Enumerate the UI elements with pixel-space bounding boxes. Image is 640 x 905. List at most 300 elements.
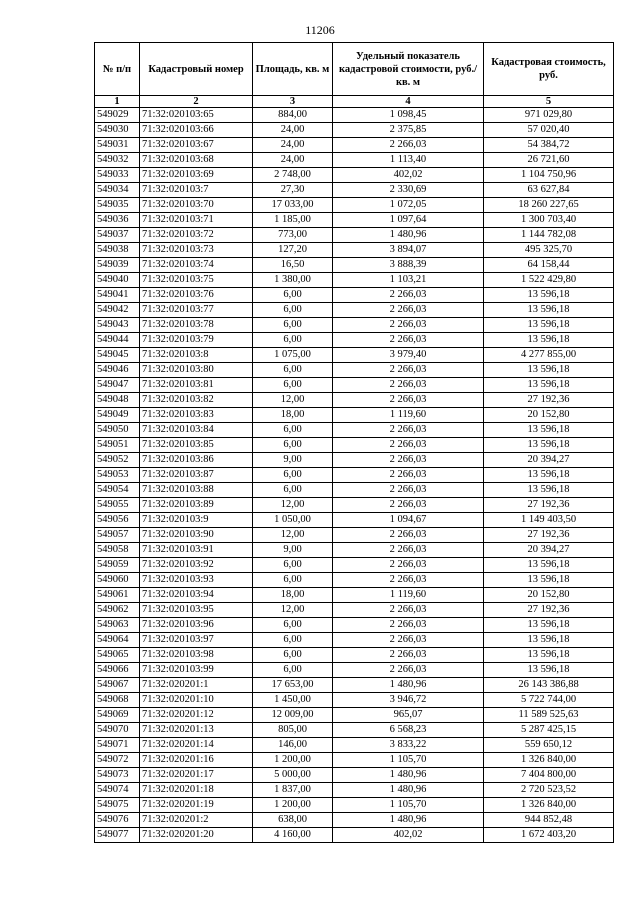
cell-cadastral-value: 13 596,18 <box>484 663 614 678</box>
cell-row-number: 549044 <box>95 333 140 348</box>
cell-cadastral-value: 57 020,40 <box>484 123 614 138</box>
cell-specific-value: 2 266,03 <box>333 303 484 318</box>
cell-row-number: 549050 <box>95 423 140 438</box>
cell-cadastral-number: 71:32:020201:14 <box>140 738 253 753</box>
cell-row-number: 549043 <box>95 318 140 333</box>
cell-cadastral-number: 71:32:020103:81 <box>140 378 253 393</box>
cell-cadastral-number: 71:32:020103:97 <box>140 633 253 648</box>
table-row <box>95 453 614 468</box>
page-number: 11206 <box>305 23 335 37</box>
cell-area: 1 200,00 <box>253 753 333 768</box>
cell-row-number: 549069 <box>95 708 140 723</box>
cell-area: 6,00 <box>253 468 333 483</box>
table-row <box>95 183 614 198</box>
table-row <box>95 798 614 813</box>
cell-area: 6,00 <box>253 483 333 498</box>
cell-cadastral-value: 63 627,84 <box>484 183 614 198</box>
cell-row-number: 549076 <box>95 813 140 828</box>
table-row <box>95 693 614 708</box>
cell-cadastral-value: 1 300 703,40 <box>484 213 614 228</box>
cell-cadastral-number: 71:32:020103:99 <box>140 663 253 678</box>
cell-cadastral-number: 71:32:020103:94 <box>140 588 253 603</box>
cell-specific-value: 1 480,96 <box>333 768 484 783</box>
table-row <box>95 528 614 543</box>
cell-area: 18,00 <box>253 588 333 603</box>
cell-row-number: 549066 <box>95 663 140 678</box>
table-row <box>95 558 614 573</box>
cell-specific-value: 2 266,03 <box>333 288 484 303</box>
table-row <box>95 468 614 483</box>
cell-row-number: 549073 <box>95 768 140 783</box>
table-row <box>95 333 614 348</box>
cell-cadastral-value: 13 596,18 <box>484 438 614 453</box>
cell-area: 1 837,00 <box>253 783 333 798</box>
cell-row-number: 549032 <box>95 153 140 168</box>
cell-cadastral-number: 71:32:020201:17 <box>140 768 253 783</box>
cell-specific-value: 1 119,60 <box>333 588 484 603</box>
cell-cadastral-number: 71:32:020103:95 <box>140 603 253 618</box>
table-row <box>95 633 614 648</box>
table-row <box>95 573 614 588</box>
table-row <box>95 438 614 453</box>
cell-row-number: 549046 <box>95 363 140 378</box>
cell-specific-value: 2 375,85 <box>333 123 484 138</box>
cell-specific-value: 1 094,67 <box>333 513 484 528</box>
cell-cadastral-value: 13 596,18 <box>484 558 614 573</box>
cell-area: 1 050,00 <box>253 513 333 528</box>
cell-specific-value: 3 888,39 <box>333 258 484 273</box>
cell-area: 6,00 <box>253 633 333 648</box>
cell-cadastral-value: 18 260 227,65 <box>484 198 614 213</box>
table-row <box>95 498 614 513</box>
cell-specific-value: 2 266,03 <box>333 318 484 333</box>
cell-cadastral-number: 71:32:020103:93 <box>140 573 253 588</box>
cell-area: 6,00 <box>253 648 333 663</box>
table-row <box>95 303 614 318</box>
cell-area: 4 160,00 <box>253 828 333 843</box>
cell-cadastral-number: 71:32:020103:98 <box>140 648 253 663</box>
cell-area: 146,00 <box>253 738 333 753</box>
cell-specific-value: 2 266,03 <box>333 633 484 648</box>
cell-area: 127,20 <box>253 243 333 258</box>
cell-specific-value: 3 894,07 <box>333 243 484 258</box>
cell-specific-value: 2 266,03 <box>333 468 484 483</box>
cell-cadastral-number: 71:32:020103:96 <box>140 618 253 633</box>
cell-specific-value: 1 480,96 <box>333 228 484 243</box>
cell-cadastral-value: 4 277 855,00 <box>484 348 614 363</box>
table-row <box>95 228 614 243</box>
cell-specific-value: 2 266,03 <box>333 438 484 453</box>
cell-cadastral-value: 1 144 782,08 <box>484 228 614 243</box>
cell-specific-value: 6 568,23 <box>333 723 484 738</box>
cell-cadastral-value: 971 029,80 <box>484 108 614 123</box>
cell-cadastral-value: 27 192,36 <box>484 603 614 618</box>
column-number-row <box>95 96 614 108</box>
cell-cadastral-number: 71:32:020103:71 <box>140 213 253 228</box>
cell-specific-value: 2 266,03 <box>333 573 484 588</box>
table-row <box>95 723 614 738</box>
cell-cadastral-number: 71:32:020201:10 <box>140 693 253 708</box>
cell-cadastral-value: 13 596,18 <box>484 363 614 378</box>
cell-specific-value: 1 480,96 <box>333 783 484 798</box>
cell-cadastral-number: 71:32:020103:7 <box>140 183 253 198</box>
cell-cadastral-value: 13 596,18 <box>484 423 614 438</box>
cell-area: 6,00 <box>253 318 333 333</box>
cell-specific-value: 1 119,60 <box>333 408 484 423</box>
cell-specific-value: 402,02 <box>333 828 484 843</box>
cell-cadastral-number: 71:32:020103:87 <box>140 468 253 483</box>
cell-area: 1 450,00 <box>253 693 333 708</box>
cell-specific-value: 2 266,03 <box>333 393 484 408</box>
table-row <box>95 588 614 603</box>
cell-area: 24,00 <box>253 153 333 168</box>
cell-cadastral-number: 71:32:020103:80 <box>140 363 253 378</box>
table-row <box>95 543 614 558</box>
cell-area: 27,30 <box>253 183 333 198</box>
cell-cadastral-number: 71:32:020103:72 <box>140 228 253 243</box>
cell-cadastral-number: 71:32:020201:16 <box>140 753 253 768</box>
cell-area: 6,00 <box>253 618 333 633</box>
cell-area: 16,50 <box>253 258 333 273</box>
cell-cadastral-value: 26 143 386,88 <box>484 678 614 693</box>
cell-area: 18,00 <box>253 408 333 423</box>
cell-row-number: 549075 <box>95 798 140 813</box>
table-header-row <box>95 43 614 96</box>
cell-cadastral-value: 1 522 429,80 <box>484 273 614 288</box>
cell-cadastral-number: 71:32:020103:85 <box>140 438 253 453</box>
cell-specific-value: 1 105,70 <box>333 798 484 813</box>
cell-area: 12,00 <box>253 603 333 618</box>
cadastral-value-table <box>94 42 614 843</box>
table-row <box>95 123 614 138</box>
cell-specific-value: 3 979,40 <box>333 348 484 363</box>
header-specific-value: Удельный показатель кадастровой стоимости, руб./кв. м <box>333 43 484 96</box>
cell-specific-value: 2 266,03 <box>333 498 484 513</box>
column-number: 5 <box>484 96 614 108</box>
cell-cadastral-number: 71:32:020103:79 <box>140 333 253 348</box>
cell-area: 12,00 <box>253 498 333 513</box>
table-row <box>95 408 614 423</box>
cell-cadastral-value: 20 152,80 <box>484 408 614 423</box>
cell-cadastral-value: 13 596,18 <box>484 648 614 663</box>
cell-cadastral-number: 71:32:020103:74 <box>140 258 253 273</box>
cell-specific-value: 1 105,70 <box>333 753 484 768</box>
cell-cadastral-value: 20 394,27 <box>484 453 614 468</box>
cell-cadastral-value: 13 596,18 <box>484 468 614 483</box>
cell-cadastral-value: 13 596,18 <box>484 378 614 393</box>
cell-area: 6,00 <box>253 423 333 438</box>
cell-cadastral-number: 71:32:020103:77 <box>140 303 253 318</box>
cell-area: 12 009,00 <box>253 708 333 723</box>
table-row <box>95 153 614 168</box>
cell-specific-value: 2 266,03 <box>333 543 484 558</box>
table-row <box>95 603 614 618</box>
table-row <box>95 108 614 123</box>
cell-row-number: 549033 <box>95 168 140 183</box>
header-area: Площадь, кв. м <box>253 43 333 96</box>
cell-specific-value: 965,07 <box>333 708 484 723</box>
cell-cadastral-value: 1 672 403,20 <box>484 828 614 843</box>
cell-area: 6,00 <box>253 663 333 678</box>
table-row <box>95 288 614 303</box>
cell-area: 773,00 <box>253 228 333 243</box>
cell-specific-value: 1 072,05 <box>333 198 484 213</box>
cell-cadastral-value: 13 596,18 <box>484 618 614 633</box>
cell-area: 1 200,00 <box>253 798 333 813</box>
cell-cadastral-value: 1 149 403,50 <box>484 513 614 528</box>
cell-cadastral-number: 71:32:020103:70 <box>140 198 253 213</box>
cell-cadastral-value: 64 158,44 <box>484 258 614 273</box>
cell-row-number: 549058 <box>95 543 140 558</box>
cell-specific-value: 2 266,03 <box>333 663 484 678</box>
cell-area: 6,00 <box>253 333 333 348</box>
cell-row-number: 549060 <box>95 573 140 588</box>
cell-cadastral-value: 13 596,18 <box>484 303 614 318</box>
cell-specific-value: 1 480,96 <box>333 813 484 828</box>
cell-cadastral-number: 71:32:020103:9 <box>140 513 253 528</box>
cell-area: 6,00 <box>253 558 333 573</box>
cell-cadastral-number: 71:32:020201:13 <box>140 723 253 738</box>
cell-cadastral-number: 71:32:020201:2 <box>140 813 253 828</box>
cell-cadastral-value: 20 394,27 <box>484 543 614 558</box>
cell-cadastral-value: 5 722 744,00 <box>484 693 614 708</box>
cell-row-number: 549055 <box>95 498 140 513</box>
table-row <box>95 138 614 153</box>
table-row <box>95 273 614 288</box>
cell-row-number: 549068 <box>95 693 140 708</box>
cell-row-number: 549040 <box>95 273 140 288</box>
table-row <box>95 618 614 633</box>
cell-area: 5 000,00 <box>253 768 333 783</box>
cell-cadastral-value: 11 589 525,63 <box>484 708 614 723</box>
cell-area: 24,00 <box>253 138 333 153</box>
cell-row-number: 549035 <box>95 198 140 213</box>
cell-area: 9,00 <box>253 453 333 468</box>
cell-row-number: 549038 <box>95 243 140 258</box>
cell-specific-value: 2 266,03 <box>333 483 484 498</box>
cell-cadastral-number: 71:32:020103:65 <box>140 108 253 123</box>
cell-cadastral-number: 71:32:020103:90 <box>140 528 253 543</box>
table-row <box>95 318 614 333</box>
cell-specific-value: 2 266,03 <box>333 423 484 438</box>
cell-cadastral-value: 495 325,70 <box>484 243 614 258</box>
cell-row-number: 549034 <box>95 183 140 198</box>
cell-row-number: 549045 <box>95 348 140 363</box>
cell-area: 6,00 <box>253 378 333 393</box>
table-row <box>95 783 614 798</box>
column-number: 4 <box>333 96 484 108</box>
cell-area: 17 653,00 <box>253 678 333 693</box>
cell-cadastral-number: 71:32:020103:86 <box>140 453 253 468</box>
cell-cadastral-number: 71:32:020201:20 <box>140 828 253 843</box>
cell-cadastral-value: 13 596,18 <box>484 633 614 648</box>
header-cadastral-value: Кадастровая стоимость, руб. <box>484 43 614 96</box>
cell-row-number: 549059 <box>95 558 140 573</box>
cell-cadastral-number: 71:32:020103:8 <box>140 348 253 363</box>
table-row <box>95 423 614 438</box>
cell-area: 2 748,00 <box>253 168 333 183</box>
cell-cadastral-value: 7 404 800,00 <box>484 768 614 783</box>
cell-row-number: 549042 <box>95 303 140 318</box>
column-number: 3 <box>253 96 333 108</box>
cell-cadastral-number: 71:32:020103:69 <box>140 168 253 183</box>
table-row <box>95 513 614 528</box>
cell-row-number: 549053 <box>95 468 140 483</box>
cell-area: 638,00 <box>253 813 333 828</box>
cell-row-number: 549072 <box>95 753 140 768</box>
cell-cadastral-number: 71:32:020103:89 <box>140 498 253 513</box>
cell-cadastral-number: 71:32:020103:75 <box>140 273 253 288</box>
table-row <box>95 483 614 498</box>
cell-specific-value: 2 266,03 <box>333 378 484 393</box>
cell-cadastral-number: 71:32:020201:12 <box>140 708 253 723</box>
cell-area: 6,00 <box>253 438 333 453</box>
cell-area: 6,00 <box>253 363 333 378</box>
cell-cadastral-number: 71:32:020103:91 <box>140 543 253 558</box>
cell-row-number: 549048 <box>95 393 140 408</box>
cell-row-number: 549041 <box>95 288 140 303</box>
cell-cadastral-number: 71:32:020103:82 <box>140 393 253 408</box>
table-row <box>95 243 614 258</box>
table-row <box>95 213 614 228</box>
cell-cadastral-value: 13 596,18 <box>484 288 614 303</box>
cell-cadastral-value: 2 720 523,52 <box>484 783 614 798</box>
cell-row-number: 549077 <box>95 828 140 843</box>
table-row <box>95 678 614 693</box>
cell-area: 17 033,00 <box>253 198 333 213</box>
table-row <box>95 813 614 828</box>
cell-area: 24,00 <box>253 123 333 138</box>
cell-cadastral-number: 71:32:020103:73 <box>140 243 253 258</box>
cell-area: 6,00 <box>253 303 333 318</box>
cell-area: 884,00 <box>253 108 333 123</box>
cell-cadastral-number: 71:32:020103:88 <box>140 483 253 498</box>
cell-specific-value: 2 266,03 <box>333 648 484 663</box>
cell-specific-value: 2 330,69 <box>333 183 484 198</box>
cell-row-number: 549057 <box>95 528 140 543</box>
cell-cadastral-value: 20 152,80 <box>484 588 614 603</box>
cell-cadastral-number: 71:32:020103:92 <box>140 558 253 573</box>
header-cadastral-number: Кадастровый номер <box>140 43 253 96</box>
table-row <box>95 648 614 663</box>
cell-specific-value: 2 266,03 <box>333 138 484 153</box>
cell-cadastral-value: 944 852,48 <box>484 813 614 828</box>
cell-cadastral-value: 54 384,72 <box>484 138 614 153</box>
table-row <box>95 168 614 183</box>
table-row <box>95 738 614 753</box>
table-row <box>95 198 614 213</box>
cell-cadastral-value: 559 650,12 <box>484 738 614 753</box>
cell-row-number: 549062 <box>95 603 140 618</box>
cell-area: 6,00 <box>253 573 333 588</box>
cell-area: 12,00 <box>253 528 333 543</box>
cell-row-number: 549067 <box>95 678 140 693</box>
cell-cadastral-value: 26 721,60 <box>484 153 614 168</box>
cell-cadastral-value: 13 596,18 <box>484 483 614 498</box>
cell-cadastral-number: 71:32:020103:67 <box>140 138 253 153</box>
cell-row-number: 549071 <box>95 738 140 753</box>
cell-row-number: 549036 <box>95 213 140 228</box>
table-row <box>95 708 614 723</box>
cell-specific-value: 2 266,03 <box>333 558 484 573</box>
cell-cadastral-value: 1 326 840,00 <box>484 798 614 813</box>
table-row <box>95 348 614 363</box>
cell-cadastral-number: 71:32:020201:19 <box>140 798 253 813</box>
cell-row-number: 549074 <box>95 783 140 798</box>
cell-row-number: 549051 <box>95 438 140 453</box>
cell-specific-value: 402,02 <box>333 168 484 183</box>
cell-row-number: 549047 <box>95 378 140 393</box>
table-row <box>95 768 614 783</box>
cell-specific-value: 2 266,03 <box>333 603 484 618</box>
cell-cadastral-number: 71:32:020103:78 <box>140 318 253 333</box>
table-row <box>95 363 614 378</box>
column-number: 2 <box>140 96 253 108</box>
cell-cadastral-value: 27 192,36 <box>484 498 614 513</box>
cell-row-number: 549039 <box>95 258 140 273</box>
cell-row-number: 549029 <box>95 108 140 123</box>
table-row <box>95 258 614 273</box>
cell-specific-value: 1 480,96 <box>333 678 484 693</box>
cell-specific-value: 1 098,45 <box>333 108 484 123</box>
cell-specific-value: 1 103,21 <box>333 273 484 288</box>
cell-cadastral-value: 13 596,18 <box>484 333 614 348</box>
table-row <box>95 828 614 843</box>
header-row-number: № п/п <box>95 43 140 96</box>
cell-cadastral-number: 71:32:020103:83 <box>140 408 253 423</box>
cell-specific-value: 2 266,03 <box>333 363 484 378</box>
cell-row-number: 549061 <box>95 588 140 603</box>
cell-row-number: 549030 <box>95 123 140 138</box>
cell-area: 1 075,00 <box>253 348 333 363</box>
cell-row-number: 549031 <box>95 138 140 153</box>
cell-cadastral-number: 71:32:020103:66 <box>140 123 253 138</box>
column-number: 1 <box>95 96 140 108</box>
cell-cadastral-value: 13 596,18 <box>484 318 614 333</box>
cell-row-number: 549054 <box>95 483 140 498</box>
cell-row-number: 549037 <box>95 228 140 243</box>
cell-cadastral-number: 71:32:020103:68 <box>140 153 253 168</box>
cell-specific-value: 2 266,03 <box>333 528 484 543</box>
cell-row-number: 549052 <box>95 453 140 468</box>
cell-specific-value: 3 946,72 <box>333 693 484 708</box>
cell-row-number: 549063 <box>95 618 140 633</box>
cell-specific-value: 2 266,03 <box>333 453 484 468</box>
cell-row-number: 549070 <box>95 723 140 738</box>
cell-cadastral-number: 71:32:020103:76 <box>140 288 253 303</box>
cell-area: 9,00 <box>253 543 333 558</box>
cell-cadastral-value: 5 287 425,15 <box>484 723 614 738</box>
cell-row-number: 549049 <box>95 408 140 423</box>
cell-specific-value: 1 113,40 <box>333 153 484 168</box>
cell-row-number: 549065 <box>95 648 140 663</box>
cell-cadastral-value: 1 104 750,96 <box>484 168 614 183</box>
cell-row-number: 549064 <box>95 633 140 648</box>
table-row <box>95 753 614 768</box>
cell-row-number: 549056 <box>95 513 140 528</box>
cell-cadastral-value: 1 326 840,00 <box>484 753 614 768</box>
cell-area: 805,00 <box>253 723 333 738</box>
cell-cadastral-number: 71:32:020201:1 <box>140 678 253 693</box>
cell-specific-value: 1 097,64 <box>333 213 484 228</box>
cell-specific-value: 2 266,03 <box>333 333 484 348</box>
cell-cadastral-value: 27 192,36 <box>484 528 614 543</box>
cell-area: 6,00 <box>253 288 333 303</box>
table-row <box>95 393 614 408</box>
table-row <box>95 378 614 393</box>
cell-area: 1 185,00 <box>253 213 333 228</box>
cell-area: 12,00 <box>253 393 333 408</box>
